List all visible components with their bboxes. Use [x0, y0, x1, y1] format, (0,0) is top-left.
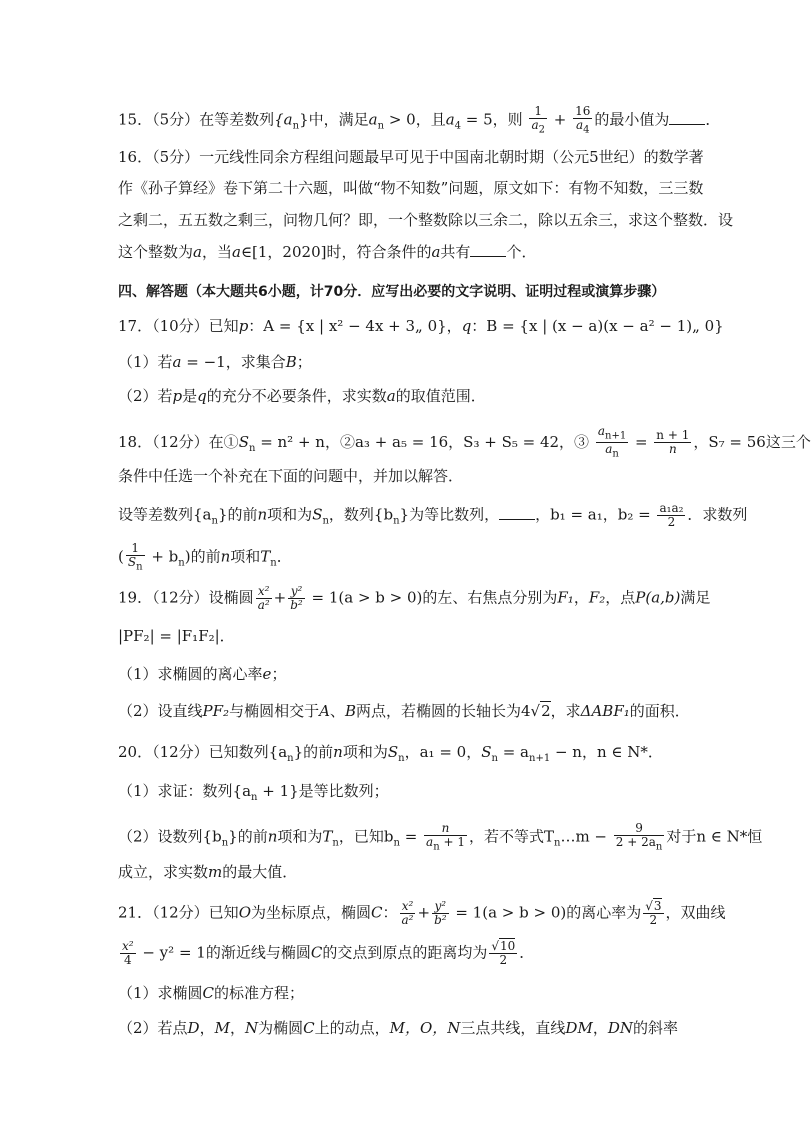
question-18-line-2: 条件中任选一个补充在下面的问题中，并加以解答． [118, 467, 464, 485]
fraction: $\frac{\text{x²}}{4}$ [122, 939, 134, 967]
sqrt-icon: √ [530, 702, 541, 720]
question-20-part-1: （1）求证：数列$\{a_n + 1\}$是等比数列； [118, 782, 389, 803]
fraction: $\frac{1}{S_n}$ [127, 541, 143, 573]
question-19-line-2: |PF₂| = |F₁F₂|． [118, 627, 235, 645]
fraction: $\frac{1}{a_2}$ [531, 104, 545, 136]
fraction: $\frac{\text{x²}}{\text{a²}}$ [257, 584, 270, 612]
answer-blank [470, 242, 506, 257]
section-heading: 四、解答题（本大题共6小题，计70分．应写出必要的文字说明、证明过程或演算步骤） [118, 284, 666, 300]
fraction: $\frac{√10}{2}$ [491, 939, 516, 967]
question-17-part-1: （1）若a = −1，求集合B； [118, 353, 312, 371]
fraction: $\frac{√3}{2}$ [645, 899, 662, 927]
question-17-part-2: （2）若p是q的充分不必要条件，求实数a的取值范围． [118, 387, 486, 405]
question-18-line-3: 设等差数列$\{a_n\}$的前n项和为$S_n$，数列$\{b_n\}$为等比数列， ，b₁ = a₁，b₂ = $\frac{\text{a₁a₂}}{2}$ ．求数列 [118, 501, 748, 529]
question-18-line-1: 18．（12分）在$①S_n = n^2 + n$，②a₃ + a₅ = 16，S₃ + S₅ = 42，③ $\frac{a_{n+1}}{a_n}$ = $\frac{n + 1}{n}$ ，S₇ = 56这三个 [118, 424, 811, 460]
question-19-part-2: （2）设直线PF₂与椭圆相交于A、B两点，若椭圆的长轴长为4√2，求ΔABF₁的面积． [118, 702, 690, 720]
question-21-line-1: 21．（12分）已知O为坐标原点，椭圆C： $\frac{\text{x²}}{\text{a²}}$ + $\frac{\text{y²}}{\text{b²}}$ = 1(a > b > 0)的离心率为 $\frac{√3}{2}$ ，双曲线 [118, 899, 726, 927]
question-21-line-2: $\frac{\text{x²}}{4}$ − y² = 1的渐近线与椭圆C的交点到原点的距离均为 $\frac{√10}{2}$ ． [122, 939, 535, 967]
question-21-part-1: （1）求椭圆C的标准方程； [118, 984, 305, 1002]
question-19-part-1: （1）求椭圆的离心率e； [118, 665, 287, 683]
fraction: $\frac{n + 1}{n}$ [656, 428, 690, 457]
question-16-line-4: 这个整数为a，当a∈[1，2020]时，符合条件的a共有 个． [118, 243, 537, 261]
question-15: 15．（5分）在等差数列$\{a_n\}$中，满足$a_n > 0$，且$a_4 = 5$，则 $\frac{1}{a_2}$ + $\frac{16}{a_4}$ 的最小值为 ． [118, 104, 721, 136]
fraction: $\frac{\text{a₁a₂}}{2}$ [659, 501, 684, 529]
fraction: $\frac{\text{y²}}{\text{b²}}$ [290, 584, 303, 612]
q15-head: 15．（5分）在等差数列 [118, 110, 275, 129]
fraction: $\frac{a_{n+1}}{a_n}$ [597, 424, 627, 460]
question-20-part-2: （2）设数列$\{b_n\}$的前n项和为$T_n$，已知$b_n$ = $\frac{n}{a_n + 1}$ ，若不等式$T_n\dots m$ − $\frac{9}{2 + 2a_n}$ 对于n ∈ N*恒 [118, 821, 763, 853]
question-19-line-1: 19．（12分）设椭圆 $\frac{\text{x²}}{\text{a²}}$ + $\frac{\text{y²}}{\text{b²}}$ = 1(a > b > 0)的左、右焦点分别为F₁，F₂，点P(a,b)满足 [118, 584, 711, 612]
fraction: $\frac{9}{2 + 2a_n}$ [615, 821, 663, 853]
fraction: $\frac{\text{y²}}{\text{b²}}$ [434, 899, 447, 927]
question-16-line-2: 作《孙子算经》卷下第二十六题，叫做“物不知数”问题，原文如下：有物不知数，三三数 [118, 179, 704, 197]
fraction: $\frac{\text{x²}}{\text{a²}}$ [401, 899, 414, 927]
question-17: 17．（10分）已知p：A = {x | x² − 4x + 3„ 0}，q：B = {x | (x − a)(x − a² − 1)„ 0} [118, 317, 724, 335]
question-16-line-1: 16．（5分）一元线性同余方程组问题最早可见于中国南北朝时期（公元5世纪）的数学著 [118, 148, 704, 166]
question-21-part-2: （2）若点D，M，N为椭圆C上的动点，M，O，N三点共线，直线DM，DN的斜率 [118, 1019, 678, 1037]
question-18-line-4: ( $\frac{1}{S_n}$ + $b_n$)的前n项和$T_n$． [118, 541, 292, 573]
fraction: $\frac{16}{a_4}$ [575, 104, 591, 136]
answer-blank [499, 505, 535, 520]
answer-blank [669, 110, 705, 125]
question-20-part-2-cont: 成立，求实数m的最大值． [118, 863, 298, 881]
question-20-line-1: 20．（12分）已知数列$\{a_n\}$的前n项和为$S_n$，a₁ = 0，$S_n = a_{n+1} - n$，n ∈ N*． [118, 743, 663, 764]
fraction: $\frac{n}{a_n + 1}$ [426, 821, 465, 853]
question-16-line-3: 之剩二，五五数之剩三，问物几何？即，一个整数除以三余二，除以五余三，求这个整数．设 [118, 211, 734, 229]
